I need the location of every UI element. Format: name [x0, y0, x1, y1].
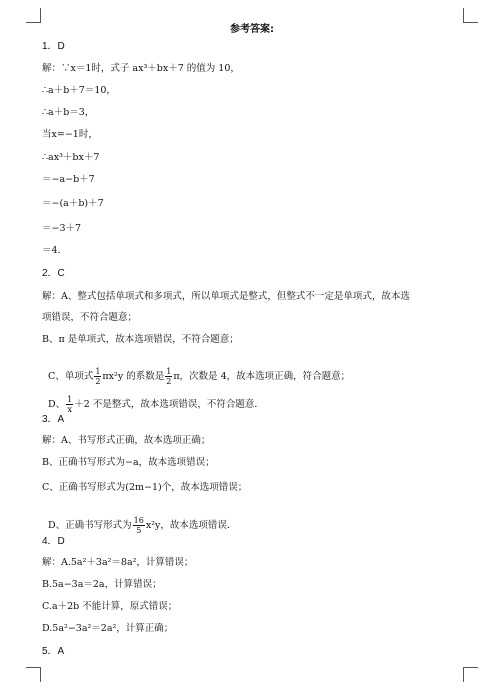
solution-line: ＝−(a＋b)＋7 [42, 198, 104, 209]
fraction-numerator: 16 [133, 516, 144, 525]
solution-line: 解：A.5a²＋3a²＝8a²，计算错误； [42, 557, 194, 568]
fraction-denominator: 5 [136, 526, 142, 535]
solution-line: 解：∵x＝1时，式子 ax³＋bx＋7 的值为 10， [42, 63, 240, 74]
fraction-numerator: 1 [95, 367, 101, 376]
question-3-answer: 3．A [42, 414, 65, 425]
solution-line: C.a＋2b 不能计算，原式错误； [42, 601, 178, 612]
fraction-denominator: 2 [166, 377, 172, 386]
fraction [66, 395, 73, 414]
solution-line: ＝4． [42, 245, 68, 256]
solution-line-fraction [42, 382, 462, 414]
fraction-numerator: 1 [166, 367, 172, 376]
solution-line: B.5a−3a＝2a，计算错误； [42, 579, 162, 590]
solution-line: ＝−3＋7 [42, 223, 82, 234]
solution-line: ＝−a−b＋7 [42, 174, 95, 185]
fraction [133, 516, 145, 535]
solution-line: B、正确书写形式为−a，故本选项错误； [42, 457, 215, 468]
text-segment: D、 [48, 399, 66, 410]
text-segment: ＋2 不是整式，故本选项错误，不符合题意． [74, 399, 264, 410]
fraction-numerator: 1 [67, 395, 73, 404]
text-segment: C、单项式 [48, 371, 94, 382]
fraction-denominator: x [67, 405, 72, 414]
solution-line: D.5a²−3a²＝2a²，计算正确； [42, 623, 174, 634]
text-segment: πx²y 的系数是 [102, 371, 165, 382]
solution-line: ∴a＋b＝3， [42, 107, 95, 118]
page-title: 参考答案: [230, 24, 274, 35]
text-segment: π，次数是 4，故本选项正确，符合题意； [173, 371, 351, 382]
question-2-answer: 2．C [42, 268, 65, 279]
solution-line: 项错误，不符合题意； [42, 312, 138, 323]
corner-mark-bottom-right [463, 667, 478, 682]
solution-line: 当x=−1时， [42, 129, 98, 140]
solution-line: C、正确书写形式为(2m−1)个，故本选项错误； [42, 482, 248, 493]
question-1-answer: 1．D [42, 41, 65, 52]
solution-line: 解：A、书写形式正确，故本选项正确； [42, 435, 211, 446]
solution-line: ∴a＋b＋7＝10， [42, 85, 116, 96]
text-segment: x²y，故本选项错误． [145, 520, 237, 531]
fraction-denominator: 2 [95, 377, 101, 386]
question-5-answer: 5．A [42, 646, 65, 657]
solution-line: B、π 是单项式，故本选项错误，不符合题意； [42, 334, 239, 345]
solution-line-fraction [42, 503, 462, 535]
question-4-answer: 4．D [42, 536, 65, 547]
corner-mark-bottom-left [26, 667, 41, 682]
solution-line: 解：A、整式包括单项式和多项式，所以单项式是整式，但整式不一定是单项式，故本选 [42, 291, 410, 302]
solution-line: ∴ax³＋bx＋7 [42, 152, 100, 163]
text-segment: D、正确书写形式为 [48, 520, 132, 531]
